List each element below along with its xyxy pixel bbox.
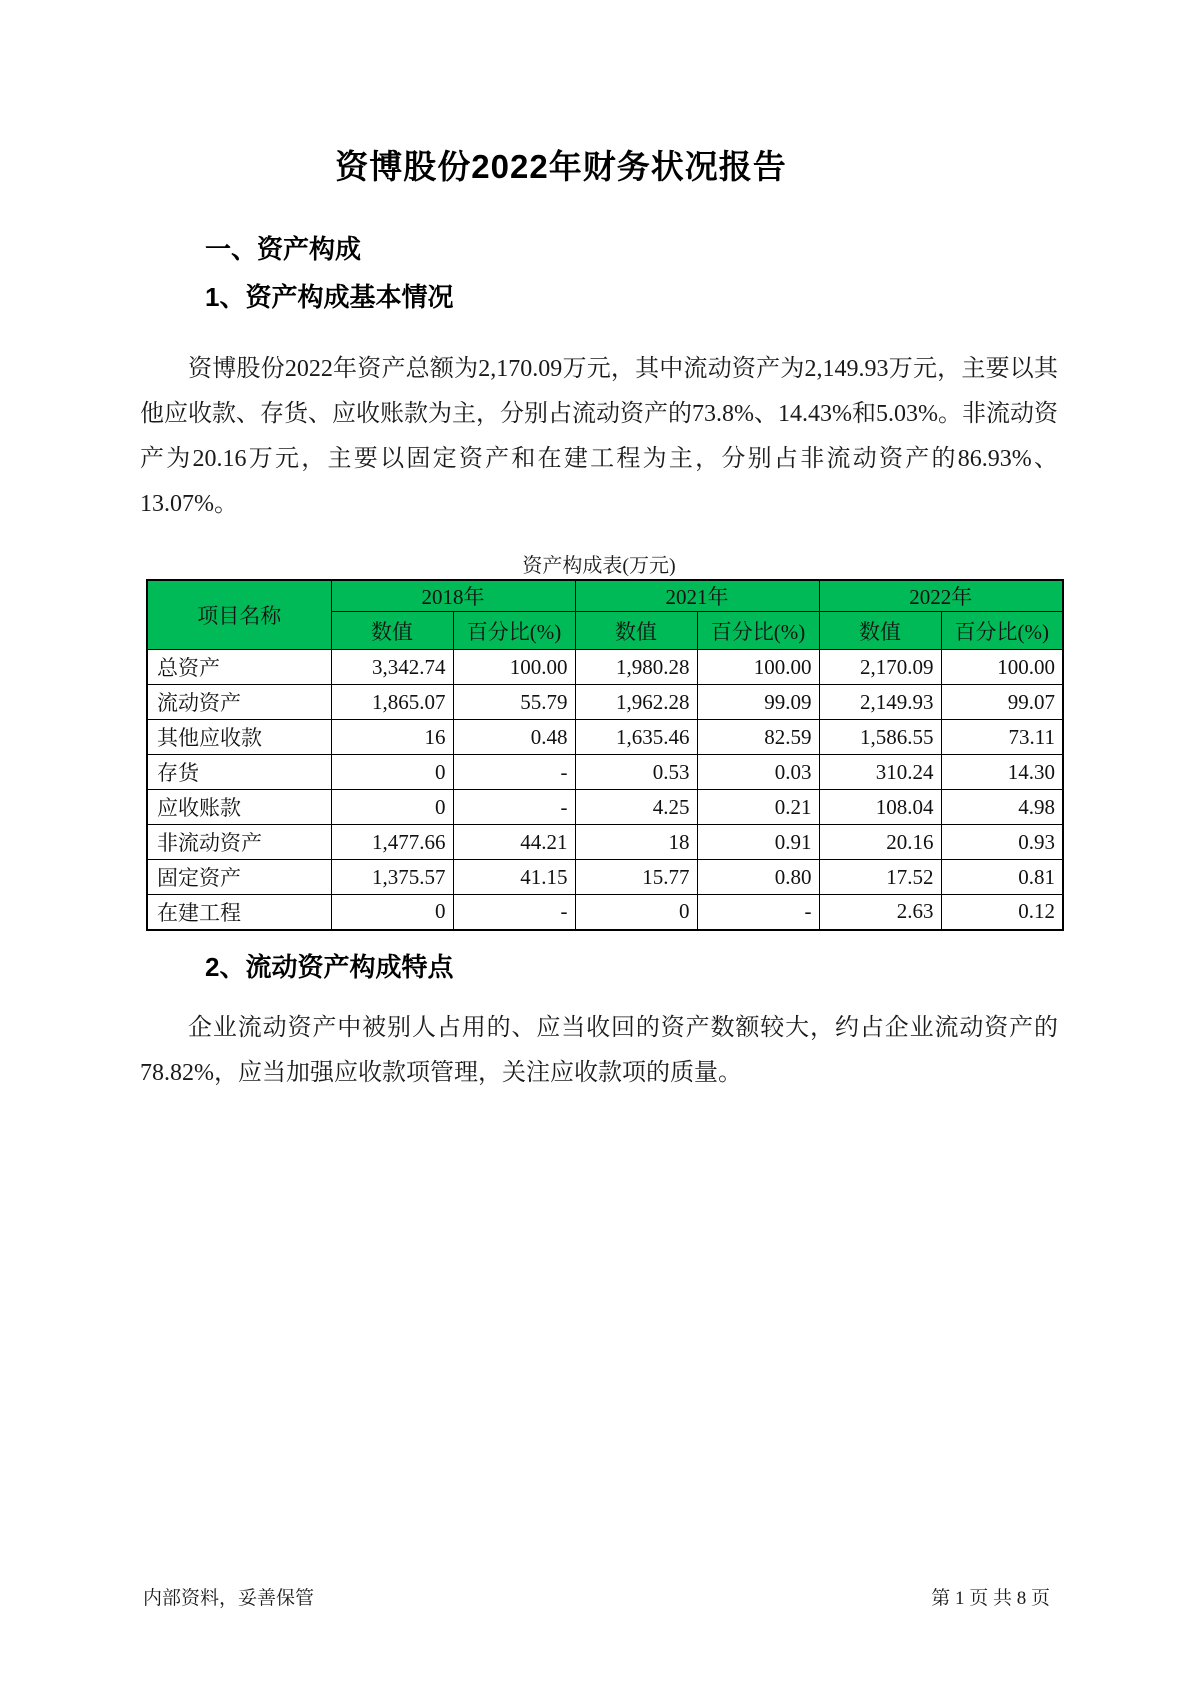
row-item-name: 存货 xyxy=(147,755,331,790)
table-row xyxy=(147,895,1063,930)
row-value: - xyxy=(453,755,575,790)
row-value: 99.09 xyxy=(697,685,819,720)
col-header-value-2021: 数值 xyxy=(575,612,697,650)
row-item-name: 在建工程 xyxy=(147,895,331,930)
row-value: 0 xyxy=(331,790,453,825)
col-header-value-2018: 数值 xyxy=(331,612,453,650)
table-row xyxy=(147,650,1063,685)
asset-table-header xyxy=(147,580,1063,650)
row-value: 16 xyxy=(331,720,453,755)
row-item-name: 其他应收款 xyxy=(147,720,331,755)
row-value: 0 xyxy=(331,755,453,790)
row-value: 0.21 xyxy=(697,790,819,825)
asset-table-caption: 资产构成表(万元) xyxy=(522,555,676,577)
row-value: 0.80 xyxy=(697,860,819,895)
row-value: 1,635.46 xyxy=(575,720,697,755)
row-value: 4.98 xyxy=(941,790,1063,825)
section-1-heading: 一、资产构成 xyxy=(205,234,362,264)
row-value: 17.52 xyxy=(819,860,941,895)
paragraph-asset-overview: 资博股份2022年资产总额为2,170.09万元，其中流动资产为2,149.93万元，主要以其他应收款、存货、应收账款为主，分别占流动资产的73.8%、14.43%和5.03%。非流动资产为20.16万元，主要以固定资产和在建工程为主，分别占非流动资产的86.93%、13.07%。 xyxy=(140,356,1058,517)
row-value: 0.91 xyxy=(697,825,819,860)
row-value: 100.00 xyxy=(941,650,1063,685)
row-item-name: 应收账款 xyxy=(147,790,331,825)
col-header-percent-2018: 百分比(%) xyxy=(453,612,575,650)
row-value: 73.11 xyxy=(941,720,1063,755)
section-1-1-heading: 1、资产构成基本情况 xyxy=(205,282,454,312)
row-value: 1,962.28 xyxy=(575,685,697,720)
row-value: 4.25 xyxy=(575,790,697,825)
row-item-name: 非流动资产 xyxy=(147,825,331,860)
row-value: 0 xyxy=(331,895,453,930)
row-value: 3,342.74 xyxy=(331,650,453,685)
row-value: 41.15 xyxy=(453,860,575,895)
row-item-name: 流动资产 xyxy=(147,685,331,720)
col-header-percent-2022: 百分比(%) xyxy=(941,612,1063,650)
row-value: 2,170.09 xyxy=(819,650,941,685)
footer-confidential-note: 内部资料，妥善保管 xyxy=(143,1588,315,1609)
table-row xyxy=(147,720,1063,755)
col-header-percent-2021: 百分比(%) xyxy=(697,612,819,650)
row-value: 99.07 xyxy=(941,685,1063,720)
table-row xyxy=(147,790,1063,825)
row-value: 2,149.93 xyxy=(819,685,941,720)
table-row xyxy=(147,755,1063,790)
row-value: 0.53 xyxy=(575,755,697,790)
row-value: 18 xyxy=(575,825,697,860)
table-header-year-row xyxy=(147,580,1063,612)
report-title: 资博股份2022年财务状况报告 xyxy=(335,148,787,185)
row-value: 1,865.07 xyxy=(331,685,453,720)
row-value: 20.16 xyxy=(819,825,941,860)
table-row xyxy=(147,685,1063,720)
row-value: - xyxy=(697,895,819,930)
row-value: 1,375.57 xyxy=(331,860,453,895)
row-value: - xyxy=(453,790,575,825)
paragraph-current-assets: 企业流动资产中被别人占用的、应当收回的资产数额较大，约占企业流动资产的78.82%，应当加强应收款项管理，关注应收款项的质量。 xyxy=(140,1015,1058,1086)
row-value: 2.63 xyxy=(819,895,941,930)
row-value: 0.12 xyxy=(941,895,1063,930)
col-header-year-2018: 2018年 xyxy=(331,580,575,612)
row-value: 44.21 xyxy=(453,825,575,860)
row-value: 82.59 xyxy=(697,720,819,755)
row-value: 14.30 xyxy=(941,755,1063,790)
row-value: 100.00 xyxy=(697,650,819,685)
footer-page-number: 第 1 页 共 8 页 xyxy=(931,1588,1050,1609)
row-value: 310.24 xyxy=(819,755,941,790)
row-value: 108.04 xyxy=(819,790,941,825)
row-item-name: 固定资产 xyxy=(147,860,331,895)
asset-table-body xyxy=(147,650,1063,930)
row-value: 0.81 xyxy=(941,860,1063,895)
row-value: 1,586.55 xyxy=(819,720,941,755)
row-value: 1,477.66 xyxy=(331,825,453,860)
row-value: 0.93 xyxy=(941,825,1063,860)
row-value: 0.48 xyxy=(453,720,575,755)
row-value: 0 xyxy=(575,895,697,930)
row-value: 100.00 xyxy=(453,650,575,685)
table-row xyxy=(147,825,1063,860)
row-value: 55.79 xyxy=(453,685,575,720)
table-row xyxy=(147,860,1063,895)
section-1-2-heading: 2、流动资产构成特点 xyxy=(205,952,454,982)
col-header-value-2022: 数值 xyxy=(819,612,941,650)
row-value: 15.77 xyxy=(575,860,697,895)
col-header-item-name: 项目名称 xyxy=(147,580,331,650)
row-value: 1,980.28 xyxy=(575,650,697,685)
col-header-year-2021: 2021年 xyxy=(575,580,819,612)
asset-composition-table xyxy=(146,579,1064,931)
row-value: 0.03 xyxy=(697,755,819,790)
col-header-year-2022: 2022年 xyxy=(819,580,1063,612)
row-value: - xyxy=(453,895,575,930)
row-item-name: 总资产 xyxy=(147,650,331,685)
